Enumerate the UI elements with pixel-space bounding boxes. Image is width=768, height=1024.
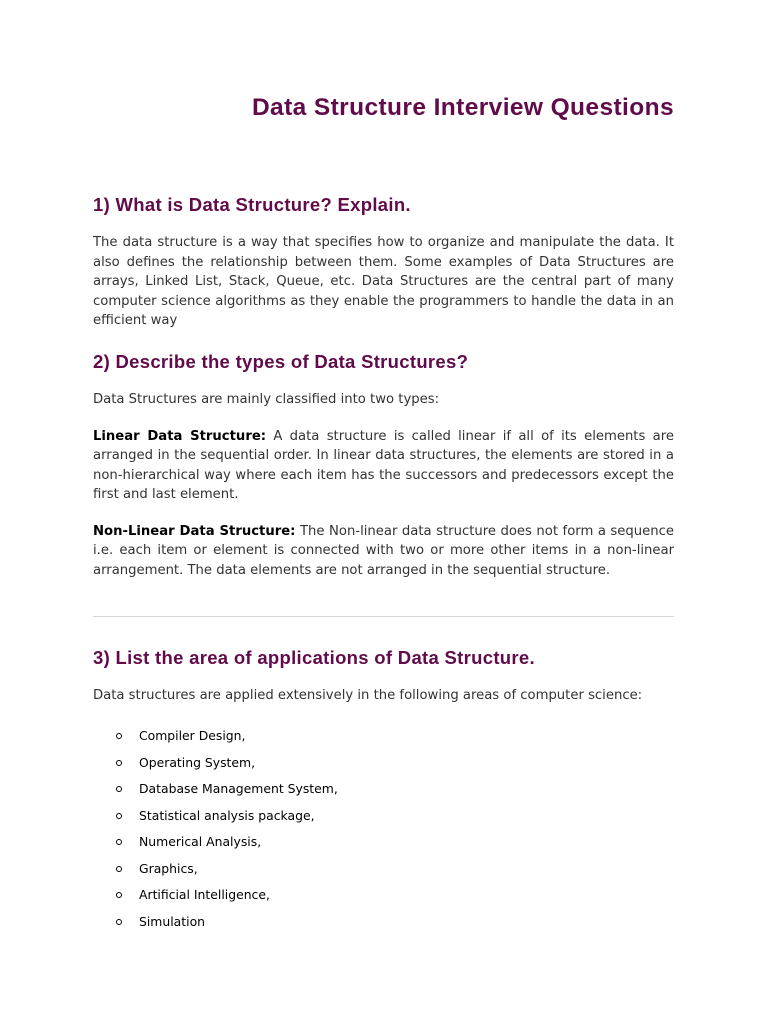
question-2-intro: Data Structures are mainly classified into two types: (93, 392, 440, 407)
list-item (93, 753, 338, 780)
question-1-answer: The data structure is a way that specifies how to organize and manipulate the data. It also defines the relationship between them. Some examples of Data Structures are arrays, Linked List, Stack, Queue, etc. Data Structures are the central part of many computer science algorithms as they enable the programmers to handle the data in an efficient way (93, 235, 674, 328)
circle-bullet-icon (116, 786, 122, 792)
list-item-label: Database Management System, (139, 781, 338, 796)
circle-bullet-icon (116, 919, 122, 925)
list-item-label: Statistical analysis package, (139, 807, 315, 823)
applications-list (93, 726, 338, 938)
list-item (93, 912, 338, 939)
circle-bullet-icon (116, 839, 122, 845)
question-3-intro: Data structures are applied extensively in the following areas of computer science: (93, 688, 643, 703)
circle-bullet-icon (116, 866, 122, 872)
question-2-heading: 2) Describe the types of Data Structures? (93, 351, 469, 372)
list-item-label: Graphics, (139, 860, 198, 876)
list-item (93, 726, 338, 753)
list-item (93, 885, 338, 912)
list-item (93, 779, 338, 806)
list-item (93, 859, 338, 886)
list-item-label: Compiler Design, (139, 728, 246, 743)
linear-data-structure-paragraph (93, 427, 674, 505)
non-linear-data-structure-paragraph (93, 522, 674, 581)
question-2-section (93, 349, 674, 580)
linear-data-structure-text: A data structure is called linear if all of its elements are arranged in the sequential order. In linear data structures, the elements are stored in a non-hierarchical way where each item has the successors and predecessors except the first and last element. (93, 428, 674, 502)
circle-bullet-icon (116, 733, 122, 739)
list-item-label: Numerical Analysis, (139, 834, 262, 849)
question-3-section (93, 645, 674, 706)
list-item-label: Operating System, (139, 754, 256, 770)
list-item (93, 806, 338, 833)
page-title: Data Structure Interview Questions (251, 94, 674, 121)
section-divider (93, 616, 674, 617)
question-1-heading: 1) What is Data Structure? Explain. (93, 194, 411, 215)
linear-data-structure-label: Linear Data Structure: (93, 428, 267, 444)
list-item (93, 832, 338, 859)
non-linear-data-structure-text: The Non-linear data structure does not form a sequence i.e. each item or element is connected with two or more other items in a non-linear arrangement. The data elements are not arranged in the sequential structure. (93, 523, 674, 578)
non-linear-data-structure-label: Non-Linear Data Structure: (93, 523, 296, 539)
list-item-label: Artificial Intelligence, (139, 887, 270, 902)
circle-bullet-icon (116, 760, 122, 766)
question-3-heading: 3) List the area of applications of Data Structure. (93, 647, 535, 668)
circle-bullet-icon (116, 813, 122, 819)
list-item-label: Simulation (139, 913, 206, 929)
question-1-section (93, 192, 674, 331)
circle-bullet-icon (116, 892, 122, 898)
